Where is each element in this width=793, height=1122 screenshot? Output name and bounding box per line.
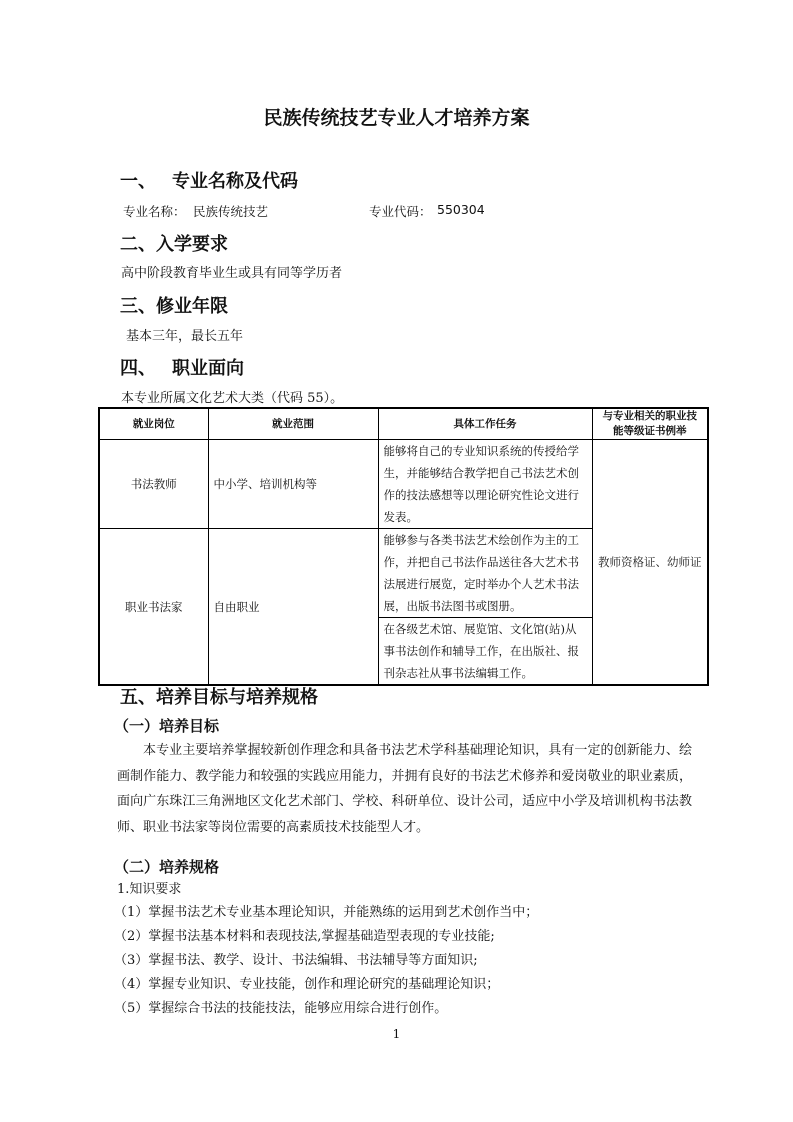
major-code-value: 550304	[437, 202, 485, 217]
table-header-row	[99, 408, 708, 440]
row-task: 能够参与各类书法艺术绘创作为主的工作，并把自己书法作品送往各大艺术书法展进行展览，定时举办个人艺术书法展，出版书法图书或图册。	[378, 529, 592, 618]
major-name-label: 专业名称：	[123, 204, 186, 219]
section-1-number: 一、	[120, 171, 156, 192]
header-certificate: 与专业相关的职业技能等级证书例举	[592, 408, 708, 440]
row-post: 书法教师	[99, 440, 208, 529]
section-4-heading: 职业面向	[172, 358, 244, 379]
section-1-heading: 专业名称及代码	[172, 171, 298, 192]
list-item: （3）掌握书法、教学、设计、书法编辑、书法辅导等方面知识;	[114, 953, 478, 968]
list-item: （1）掌握书法艺术专业基本理论知识，并能熟练的运用到艺术创作当中；	[114, 905, 539, 920]
subsection-spec-heading: （二）培养规格	[114, 858, 220, 876]
list-item: （2）掌握书法基本材料和表现技法,掌握基础造型表现的专业技能;	[114, 929, 495, 944]
list-item: （4）掌握专业知识、专业技能，创作和理论研究的基础理论知识；	[114, 977, 500, 992]
major-code-label: 专业代码：	[369, 204, 432, 219]
career-table	[98, 407, 709, 686]
section-3-heading: 三、修业年限	[120, 296, 228, 317]
header-tasks: 具体工作任务	[378, 408, 592, 440]
section-2-heading: 二、入学要求	[120, 234, 228, 255]
subsection-goal-heading: （一）培养目标	[114, 717, 220, 735]
section-4-number: 四、	[120, 358, 156, 379]
table-row	[99, 440, 708, 529]
header-post: 就业岗位	[99, 408, 208, 440]
major-name-value: 民族传统技艺	[193, 204, 269, 219]
page-number: 1	[392, 1027, 401, 1041]
goal-paragraph: 本专业主要培养掌握较新创作理念和具备书法艺术学科基础理论知识，具有一定的创新能力、绘画制作能力、教学能力和较强的实践应用能力，并拥有良好的书法艺术修养和爱岗敬业的职业素质，面向广东珠江三角洲地区文化艺术部门、学校、科研单位、设计公司，适应中小学及培训机构书法教师、职业书法家等岗位需要的高素质技术技能型人才。	[117, 743, 692, 835]
row-task: 在各级艺术馆、展览馆、文化馆(站)从事书法创作和辅导工作，在出版社、报刊杂志社从事书法编辑工作。	[378, 618, 592, 686]
duration-text: 基本三年，最长五年	[126, 329, 244, 344]
row-task: 能够将自己的专业知识系统的传授给学生，并能够结合教学把自己书法艺术创作的技法感想等以理论研究性论文进行发表。	[378, 440, 592, 529]
section-5-heading: 五、培养目标与培养规格	[120, 687, 318, 708]
document-title: 民族传统技艺专业人才培养方案	[263, 107, 530, 129]
knowledge-title: 1.知识要求	[117, 882, 182, 897]
list-item: （5）掌握综合书法的技能技法，能够应用综合进行创作。	[114, 1001, 448, 1016]
career-intro: 本专业所属文化艺术大类（代码 55）。	[121, 391, 344, 406]
certificate-cell: 教师资格证、幼师证	[592, 440, 708, 686]
row-post: 职业书法家	[99, 529, 208, 686]
row-scope: 自由职业	[208, 529, 378, 686]
admission-text: 高中阶段教育毕业生或具有同等学历者	[121, 266, 343, 281]
header-scope: 就业范围	[208, 408, 378, 440]
row-scope: 中小学、培训机构等	[208, 440, 378, 529]
